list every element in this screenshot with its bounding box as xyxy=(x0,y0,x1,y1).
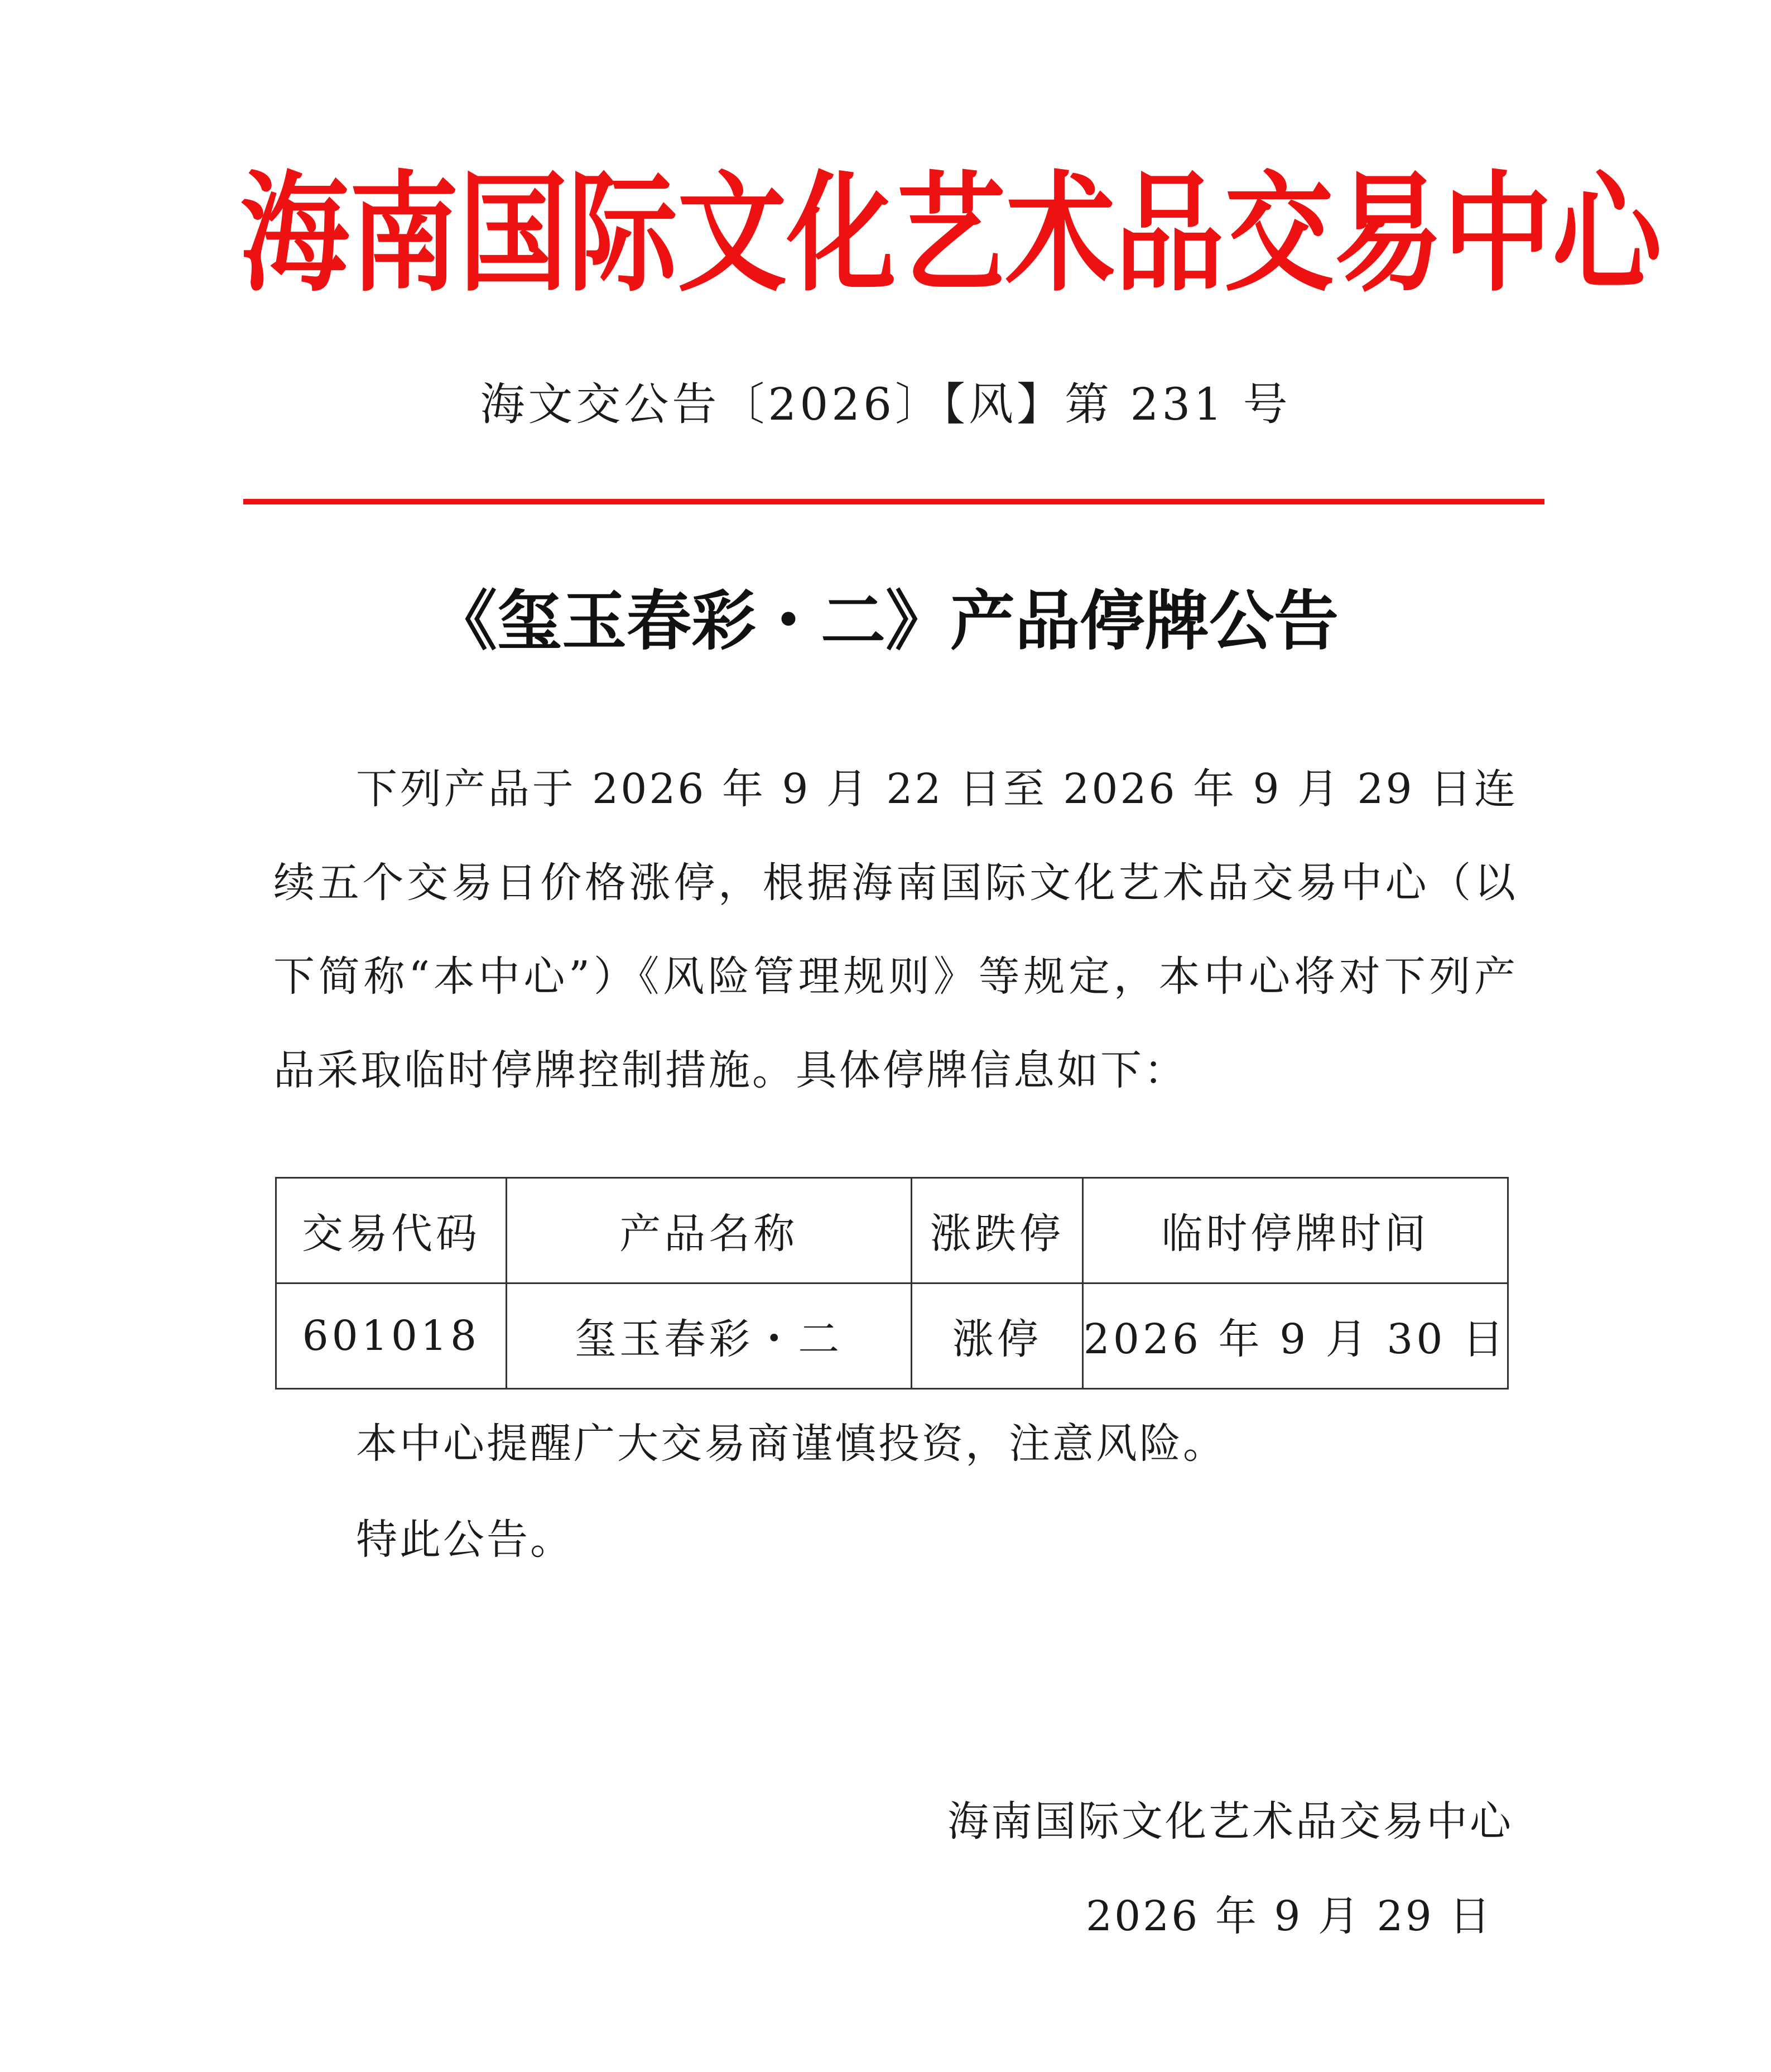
document-number: 海文交公告〔2026〕【风】第 231 号 xyxy=(480,378,1291,430)
table-row xyxy=(276,1283,1508,1389)
org-char: 交 xyxy=(1224,159,1334,310)
table-header-row xyxy=(276,1178,1508,1283)
org-char: 术 xyxy=(1005,159,1115,310)
signature-organization: 海南国际文化艺术品交易中心 xyxy=(947,1797,1513,1845)
column-header-name: 产品名称 xyxy=(506,1178,911,1283)
org-char: 化 xyxy=(787,159,897,310)
cell-limit-status: 涨停 xyxy=(911,1283,1082,1389)
org-char: 海 xyxy=(240,159,350,310)
org-char: 国 xyxy=(459,159,569,310)
announcement-body: 下列产品于 2026 年 9 月 22 日至 2026 年 9 月 29 日连续五个交易日价格涨停，根据海南国际文化艺术品交易中心（以下简称“本中心”）《风险管理规则》等规定，本中心将对下列产品采取临时停牌控制措施。具体停牌信息如下： xyxy=(273,765,1518,1094)
org-char: 文 xyxy=(677,159,787,310)
column-header-code: 交易代码 xyxy=(276,1178,507,1283)
column-header-suspension-time: 临时停牌时间 xyxy=(1082,1178,1508,1283)
organization-header xyxy=(240,140,1662,310)
org-char: 品 xyxy=(1115,159,1225,310)
org-char: 心 xyxy=(1552,159,1662,310)
signature-date: 2026 年 9 月 29 日 xyxy=(1086,1892,1493,1940)
org-char: 际 xyxy=(568,159,678,310)
org-char: 南 xyxy=(349,159,459,310)
cell-product-name: 玺玉春彩・二 xyxy=(506,1283,911,1389)
header-divider xyxy=(243,499,1544,504)
page-title: 《玺玉春彩・二》产品停牌公告 xyxy=(432,583,1339,659)
cell-trade-code: 601018 xyxy=(276,1283,507,1389)
risk-reminder: 本中心提醒广大交易商谨慎投资，注意风险。 xyxy=(356,1420,1226,1468)
cell-suspension-time: 2026 年 9 月 30 日 xyxy=(1082,1283,1508,1389)
column-header-limit: 涨跌停 xyxy=(911,1178,1082,1283)
org-char: 中 xyxy=(1443,159,1553,310)
org-char: 易 xyxy=(1334,159,1443,310)
suspension-table xyxy=(275,1177,1509,1390)
closing-remark: 特此公告。 xyxy=(356,1516,574,1564)
org-char: 艺 xyxy=(896,159,1006,310)
